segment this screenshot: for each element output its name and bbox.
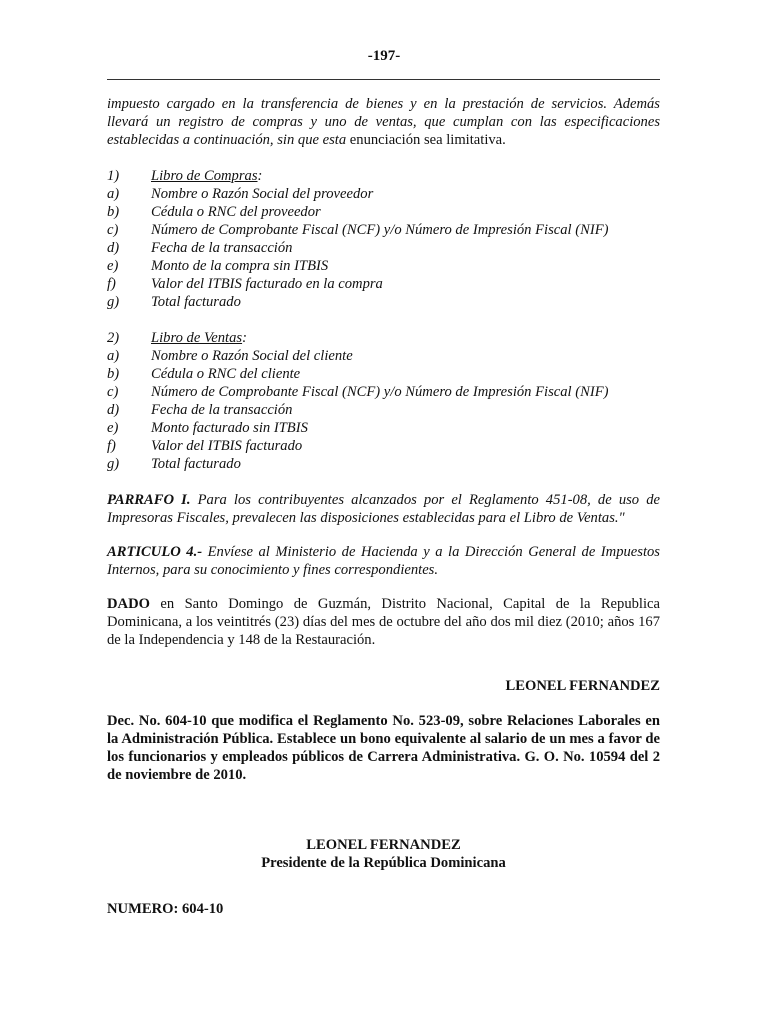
list-item: e) Monto facturado sin ITBIS [107,420,308,436]
libro-ventas-title: Libro de Ventas [151,330,243,346]
parrafo-text: Para los contribuyentes alcanzados por el Reglamento 451-08, de uso de Impresoras Fiscales, prevalecen las disposiciones establecidas para el Libro de Ventas." [107,492,660,526]
dado-paragraph [107,595,660,649]
parrafo-i [107,491,660,527]
list-item: d) Fecha de la transacción [107,402,293,418]
list-item: f) Valor del ITBIS facturado [107,438,303,454]
document-body [107,95,660,918]
libro-compras-heading: 1) Libro de Compras: [107,168,263,184]
list-item: d) Fecha de la transacción [107,240,293,256]
list-item: g) Total facturado [107,456,241,472]
header-rule [107,79,660,80]
intro-plain-text: enunciación sea limitativa. [346,132,506,148]
list-item: a) Nombre o Razón Social del proveedor [107,186,374,202]
parrafo-label: PARRAFO I. [107,492,191,508]
dado-text: en Santo Domingo de Guzmán, Distrito Nacional, Capital de la Republica Dominicana, a los veintitrés (23) días del mes de octubre del año dos mil diez (2010; años 167 de la Independencia y 148 de la Restauración. [107,596,660,648]
libro-ventas-heading: 2) Libro de Ventas: [107,330,247,346]
list-item: e) Monto de la compra sin ITBIS [107,258,329,274]
articulo-text: Envíese al Ministerio de Hacienda y a la Dirección General de Impuestos Internos, para su conocimiento y fines correspondientes. [107,544,660,578]
numero: NUMERO: 604-10 [107,901,224,917]
signature: LEONEL FERNANDEZ [505,678,660,694]
list-item: a) Nombre o Razón Social del cliente [107,348,353,364]
president-name: LEONEL FERNANDEZ [306,837,461,853]
list-item: b) Cédula o RNC del proveedor [107,204,321,220]
libro-compras-title: Libro de Compras [151,168,258,184]
president-title: Presidente de la República Dominicana [261,855,506,871]
articulo-label: ARTICULO 4.- [107,544,203,560]
page-number: -197- [367,48,401,64]
intro-italic-text: impuesto cargado en la transferencia de bienes y en la prestación de servicios. Además llevará un registro de compras y uno de ventas, que cumplan con las especificaciones establecidas a continuación, sin que esta [107,96,660,148]
list-item: g) Total facturado [107,294,241,310]
intro-paragraph [107,95,660,149]
dado-label: DADO [107,596,150,612]
libro-ventas-list [107,329,660,473]
list-item: f) Valor del ITBIS facturado en la compra [107,276,383,292]
libro-compras-list [107,167,660,311]
list-item: b) Cédula o RNC del cliente [107,366,301,382]
articulo-4 [107,543,660,579]
list-item: c) Número de Comprobante Fiscal (NCF) y/o Número de Impresión Fiscal (NIF) [107,222,609,238]
list-item: c) Número de Comprobante Fiscal (NCF) y/o Número de Impresión Fiscal (NIF) [107,384,609,400]
decree-summary: Dec. No. 604-10 que modifica el Reglamento No. 523-09, sobre Relaciones Laborales en la Administración Pública. Establece un bono equivalente al salario de un mes a favor de los funcionarios y empleados públicos de Carrera Administrativa. G. O. No. 10594 del 2 de noviembre de 2010. [107,713,660,783]
